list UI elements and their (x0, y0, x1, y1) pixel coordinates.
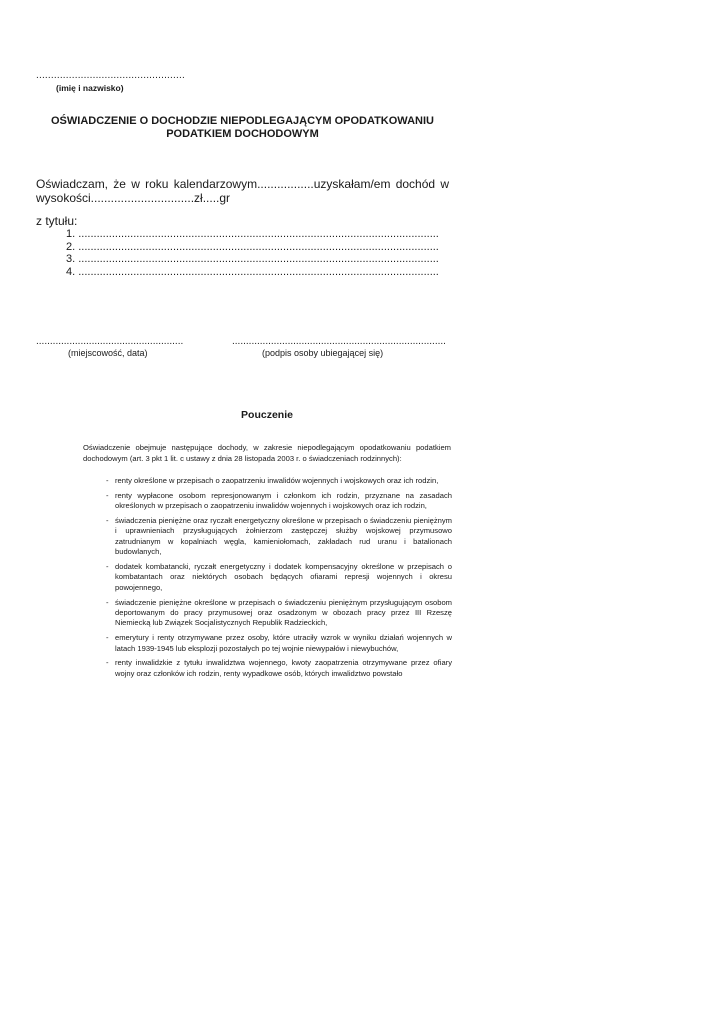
income-source-item: 3. ...................................................................................................................... (66, 253, 439, 266)
declaration-text: Oświadczam, że w roku kalendarzowym.................uzyskałam/em dochód w wysokości...............................zł.....gr (36, 177, 449, 205)
list-item-text: emerytury i renty otrzymywane przez osoby, które utraciły wzrok w wyniku działań wojennych w latach 1939-1945 lub eksplozji pozostałych po tej wojnie niewypałów i niewybuchów, (115, 633, 452, 653)
income-source-label: z tytułu: (36, 214, 78, 228)
list-item (106, 516, 452, 558)
income-source-list (66, 228, 439, 278)
instruction-bullet-list (106, 476, 452, 684)
name-signature-line: .................................................. (36, 70, 185, 81)
list-item (106, 598, 452, 629)
signature-line: ............................................................................. (232, 336, 446, 347)
name-label: (imię i nazwisko) (56, 83, 124, 93)
document-title-line-1: OŚWIADCZENIE O DOCHODZIE NIEPODLEGAJĄCYM OPODATKOWANIU (51, 115, 434, 127)
signature-label: (podpis osoby ubiegającej się) (262, 348, 384, 358)
bullet-dash: - (106, 633, 109, 643)
instruction-heading: Pouczenie (241, 409, 293, 421)
income-source-item: 4. ...................................................................................................................... (66, 265, 439, 278)
place-date-line: ..................................................... (36, 336, 184, 347)
bullet-dash: - (106, 658, 109, 668)
place-date-label: (miejscowość, data) (68, 348, 148, 358)
bullet-dash: - (106, 516, 109, 525)
bullet-dash: - (106, 490, 109, 500)
document-title-line-2: PODATKIEM DOCHODOWYM (166, 128, 319, 140)
list-item-text: świadczenie pieniężne określone w przepisach o świadczeniu pieniężnym przysługującym osobom deportowanym do pracy przymusowej oraz osadzonym w obozach pracy przez III Rzeszę Niemiecką lub Związek Socjalistycznych Republik Radzieckich, (115, 597, 452, 628)
bullet-dash: - (106, 476, 109, 485)
income-source-item: 2. ...................................................................................................................... (66, 240, 439, 253)
list-item-text: renty określone w przepisach o zaopatrzeniu inwalidów wojennych i wojskowych oraz ich rodzin, (115, 476, 439, 485)
list-item (106, 658, 452, 679)
list-item (106, 562, 452, 593)
list-item-text: dodatek kombatancki, ryczałt energetyczny i dodatek kompensacyjny określone w przepisach o kombatantach oraz niektórych osobach będących ofiarami represji wojennych i okresu powojennego, (115, 562, 452, 592)
list-item-text: świadczenia pieniężne oraz ryczałt energetyczny określone w przepisach o świadczeniu pieniężnym i uprawnieniach przysługujących żołnierzom zastępczej służby wojskowej przymusowo zatrudnianym w kopalniach węgla, kamieniołomach, zakładach rud uranu i batalionach budowlanych, (115, 516, 452, 557)
instruction-intro: Oświadczenie obejmuje następujące dochody, w zakresie niepodlegającym opodatkowaniu podatkiem dochodowym (art. 3 pkt 1 lit. c ustawy z dnia 28 listopada 2003 r. o świadczeniach rodzinnych): (83, 443, 451, 463)
bullet-dash: - (106, 562, 109, 572)
document-title (0, 115, 485, 141)
list-item (106, 633, 452, 654)
list-item-text: renty inwalidzkie z tytułu inwalidztwa wojennego, kwoty zaopatrzenia otrzymywane przez ofiary wojny oraz członków ich rodzin, renty wypadkowe osób, których inwalidztwo powstało (115, 658, 452, 678)
income-source-item: 1. ...................................................................................................................... (66, 228, 439, 240)
bullet-dash: - (106, 597, 109, 607)
list-item (106, 476, 452, 486)
list-item (106, 491, 452, 512)
list-item-text: renty wypłacone osobom represjonowanym i członkom ich rodzin, przyznane na zasadach określonych w przepisach o zaopatrzeniu inwalidów wojennych i wojskowych oraz ich rodzin, (115, 490, 452, 511)
